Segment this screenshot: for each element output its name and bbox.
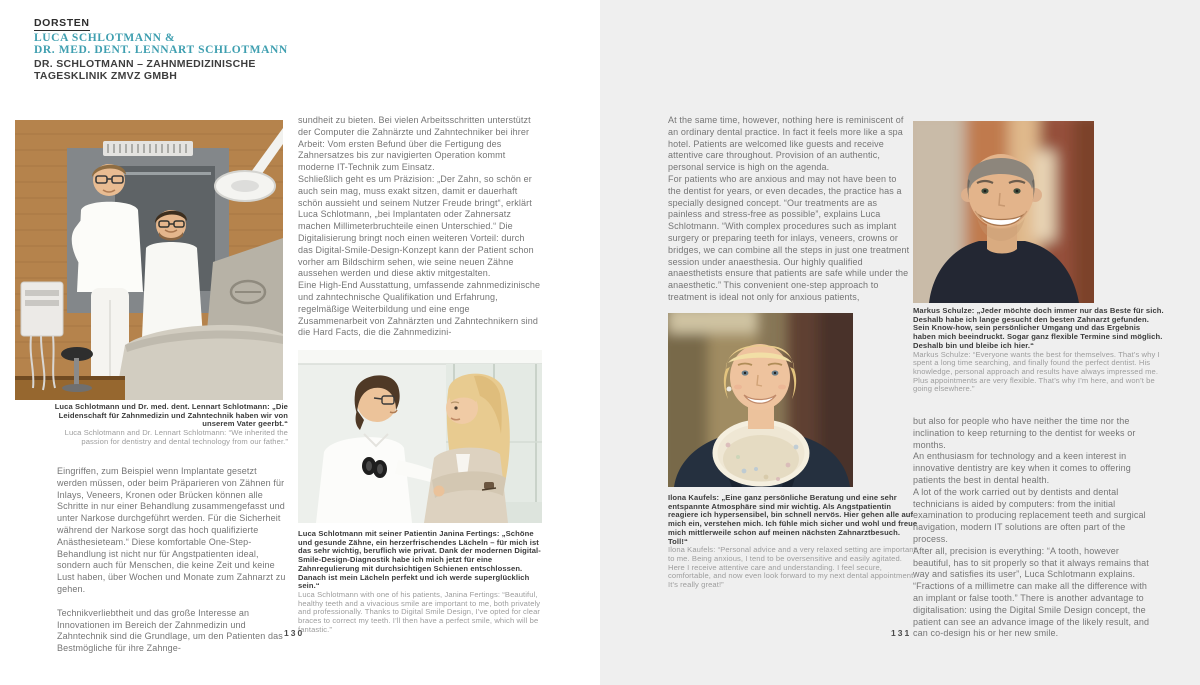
caption-ilona-english: Ilona Kaufels: “Personal advice and a very relaxed setting are important to me. Being anxious, I tend to be oversensitive and easily agitated. Here I receive attentive care and understanding. I feel secure, comfortable, and now even look forward to my next dental appointment. It’s really great!” <box>668 545 916 590</box>
body-paragraph: sundheit zu bieten. Bei vielen Arbeitsschritten unterstützt der Computer die Zahnärzte und Zahntechniker bei ihrer Arbeit: Vom ersten Befund über die Fertigung des Zahnersatzes bis zur navigierten Operation kommt moderne IT-Technik zum Einsatz. <box>298 115 531 173</box>
page-number-right: 131 <box>891 628 912 638</box>
clinic-photo <box>15 120 283 400</box>
article-header <box>34 13 288 82</box>
clinic-photo-illustration <box>15 120 283 400</box>
body-paragraph: Technikverliebtheit und das große Interesse an Innovationen im Bereich der Zahnmedizin und Zahntechnik sind die Grundlage, um den Patienten das Bestmögliche für ihre Zahnge- <box>57 607 283 654</box>
practice-name-line1: DR. SCHLOTMANN – ZAHNMEDIZINISCHE <box>34 58 256 70</box>
caption-markus-german: Markus Schulze: „Jeder möchte doch immer nur das Beste für sich. Deshalb habe ich lange gesucht den besten Zahnarzt gefunden. Sein Know-how, sein persönlicher Umgang und das Ergebnis haben mich beeindruckt. Sogar ganz flexible Termine sind möglich. Deshalb bin und bleibe ich hier.“ <box>913 306 1164 350</box>
caption-brothers-german: Luca Schlotmann und Dr. med. dent. Lennart Schlotmann: „Die Leidenschaft für Zahnmedizin und Zahntechnik haben wir von unserem Vater geerbt.“ <box>54 402 288 429</box>
left-column-body <box>57 466 289 655</box>
caption-ilona-german: Ilona Kaufels: „Eine ganz persönliche Beratung und eine sehr entspannte Atmosphäre sind mir wichtig. Als Angstpatientin reagiere ich hypersensibel, bin schnell nervös. Hier gehen alle auf mich ein, verstehen mich. Ich fühle mich sicher und wohl und freue mich mittlerweile schon auf meinen nächsten Zahnarztbesuch. Toll!“ <box>668 493 918 546</box>
markus-portrait-illustration <box>913 121 1094 303</box>
patient-consultation-illustration <box>298 350 542 523</box>
caption-ilona <box>668 494 918 590</box>
right-column1-body <box>668 115 911 304</box>
body-paragraph: For patients who are anxious and may not have been to the dentist for years, or even decades, the practice has a specially designed concept. “Our treatments are as painless and stress-free as possible”, explains Luca Schlotmann. “With complex procedures such as implant surgery or preparing teeth for inlays, veneers, crowns or bridges, we can combine all the steps in just one treatment session under anaesthesia. Our highly qualified anaesthetists ensure that patients are safe while under the anaesthetic.” This convenient one-step approach to treatment is ideal not only for anxious patients, <box>668 173 910 302</box>
header-name-line1: LUCA SCHLOTMANN & <box>34 32 176 44</box>
body-paragraph: A lot of the work carried out by dentists and dental technicians is aided by computers: from the initial examination to producing replacement teeth and surgical navigation, modern IT solutions are often part of the process. <box>913 486 1146 544</box>
caption-markus-english: Markus Schulze: “Everyone wants the best for themselves. That’s why I spent a long time searching, and finally found the perfect dentist. His knowledge, personal approach and results have always impressed me. Plus appointments are very flexible. That’s why I’m here, and won’t be going elsewhere.” <box>913 349 1160 394</box>
body-paragraph: Schließlich geht es um Präzision: „Der Zahn, so schön er auch sein mag, muss exakt sitzen, damit er dauerhaft schön aussieht und seinem Nutzer Freude bringt“, erklärt Luca Schlotmann, „bei Implantaten oder Zahnersatz machen Millimeterbruchteile einen Unterschied.“ Die Digitalisierung bringt noch einen weiteren Vorteil: durch das Digital-Smile-Design-Konzept kann der Patient schon vorher am Bildschirm sehen, wie seine neuen Zähne aussehen werden und diese aktiv mitgestalten. <box>298 173 534 279</box>
page-right <box>600 0 1200 685</box>
body-paragraph: but also for people who have neither the time nor the inclination to keep returning to the dentist for weeks or months. <box>913 416 1136 450</box>
body-paragraph: Eine High-End Ausstattung, umfassende zahnmedizinische und zahntechnische Qualifikation und Erfahrung, regelmäßige Weiterbildung und eine enge Zusammenarbeit von Zahnärzten und Zahntechnikern sind die Hard Facts, die die Zahnmedizini- <box>298 280 541 338</box>
body-paragraph: An enthusiasm for technology and a keen interest in innovative dentistry are key when it comes to offering patients the best in dental health. <box>913 451 1131 485</box>
caption-brothers-english: Luca Schlotmann and Dr. Lennart Schlotmann: “We inherited the passion for dentistry and dental technology from our father.” <box>64 428 288 446</box>
right-column2-body <box>913 416 1158 640</box>
caption-patient-german: Luca Schlotmann mit seiner Patientin Janina Fertings: „Schöne und gesunde Zähne, ein herzerfrischendes Lächeln – für mich ist das sehr wichtig, beruflich wie privat. Dank der modernen Digital-Smile-Design-Diagnostik habe ich mich jetzt für eine Zahnregulierung mit durchsichtigen Schienen entschlossen. Danach ist mein Lächeln perfekt und ich werde superglücklich sein.“ <box>298 529 541 591</box>
ilona-portrait-photo <box>668 313 853 487</box>
practice-name-line2: TAGESKLINIK ZMVZ GMBH <box>34 70 178 82</box>
caption-patient <box>298 530 546 634</box>
body-paragraph: After all, precision is everything: “A tooth, however beautiful, has to sit properly so that it always remains that way and satisfies its user”, Luca Schlotmann explains. “Fractions of a millimetre can make all the difference with an implant or false tooth.” There is another advantage to digitalisation: using the Digital Smile Design concept, the patient can see an advance image of the likely result, and can co-design his or her new smile. <box>913 545 1150 639</box>
patient-consultation-photo <box>298 350 542 523</box>
body-paragraph: At the same time, however, nothing here is reminiscent of an ordinary dental practice. In fact it feels more like a spa hotel. Patients are welcomed like guests and receive attentive care throughout. Provision of an authentic, personal service is high on the agenda. <box>668 115 904 173</box>
header-name-line2: DR. MED. DENT. LENNART SCHLOTMANN <box>34 43 288 56</box>
ilona-portrait-illustration <box>668 313 853 487</box>
markus-portrait-photo <box>913 121 1094 303</box>
page-number-left: 130 <box>284 628 305 638</box>
body-paragraph: Eingriffen, zum Beispiel wenn Implantate gesetzt werden müssen, oder beim Präparieren von Zähnen für Inlays, Veneers, Kronen oder Brücken können alle Schritte in nur einer Behandlung zusammengefasst und unter Narkose durchgeführt werden. Für die Sicherheit während der Narkose sorgt das hoch qualifizierte Anästhesieteam.“ Diese komfortable One-Step-Behandlung ist nicht nur für Angstpatienten ideal, sondern auch für Menschen, die keine Zeit und keine Lust haben, über Wochen und Monate zum Zahnarzt zu gehen. <box>57 466 286 594</box>
location-title: DORSTEN <box>34 17 90 29</box>
caption-brothers <box>38 403 288 447</box>
middle-column-body <box>298 115 541 339</box>
caption-markus <box>913 307 1165 394</box>
caption-patient-english: Luca Schlotmann with one of his patients, Janina Fertings: “Beautiful, healthy teeth and a vivacious smile are important to me, both privately and professionally. Thanks to Digital Smile Design, I’ve opted for clear braces to correct my teeth. I’ll then have a perfect smile, which will be fantastic.” <box>298 589 541 634</box>
